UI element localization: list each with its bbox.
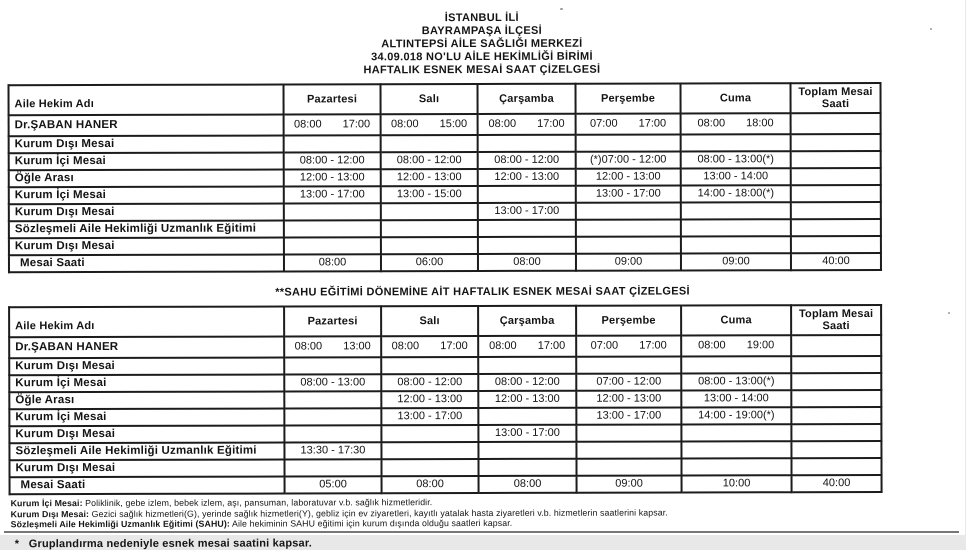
schedule-cell [478,220,576,237]
scan-speck [930,28,932,30]
document-header [0,0,964,78]
schedule-cell: 14:00 - 19:00(*) [681,407,791,424]
schedule-cell [284,237,381,254]
schedule-cell: 07:00 17:00 [576,113,681,134]
column-header-day: Çarşamba [478,84,576,114]
schedule-cell [791,441,881,458]
column-header-day: Salı [381,306,478,336]
schedule-cell [681,441,791,458]
schedule-cell: 08:00 17:00 [478,336,576,357]
header-row [9,83,881,115]
schedule-cell [791,335,881,356]
schedule-cell: 08:00 - 12:00 [381,152,478,169]
schedule-cell: 07:00 17:00 [576,335,681,356]
schedule-cell [791,151,881,168]
schedule-cell: 08:00 - 12:00 [381,374,478,391]
schedule-cell [576,458,681,475]
asterisk-note-text: Gruplandırma nedeniyle esnek mesai saatini kapsar. [28,536,313,550]
schedule-cell: 08:00 - 13:00(*) [681,373,791,390]
schedule-cell [284,220,381,237]
schedule-cell: 08:00 [382,476,479,493]
weekly-flex-schedule-table [8,82,882,273]
column-header-physician-name: Aile Hekim Adı [9,307,284,338]
header-row [9,305,881,337]
table-row [9,113,881,136]
row-label: Öğle Arası [9,392,284,410]
schedule-cell [381,357,478,374]
schedule-cell: 10:00 [682,475,792,492]
schedule-cell [381,135,478,152]
schedule-cell: 08:00 18:00 [681,113,791,134]
header-line-title: HAFTALIK ESNEK MESAİ SAAT ÇİZELGESİ [363,63,601,77]
schedule-cell: 13:00 - 17:00 [478,425,576,442]
schedule-cell [681,356,791,373]
schedule-cell [576,202,681,219]
schedule-cell: 08:00 17:00 [284,114,381,135]
row-label: Mesai Saati [9,255,284,273]
schedule-cell [284,459,381,476]
schedule-cell: 40:00 [791,253,881,270]
sahu-period-schedule-table [8,304,882,495]
header-line-unit: 34.09.018 NO'LU AİLE HEKİMLİĞİ BİRİMİ [371,50,593,64]
schedule-cell: 08:00 - 13:00 [284,374,381,391]
schedule-cell: 08:00 - 12:00 [478,374,576,391]
schedule-cell [478,357,576,374]
schedule-cell [791,236,881,253]
schedule-cell: 40:00 [792,475,882,492]
schedule-cell [284,408,381,425]
column-header-total: Toplam Mesai Saati [791,305,881,335]
row-label: Kurum Dışı Mesai [9,358,284,376]
schedule-cell: 08:00 19:00 [681,335,791,356]
column-header-day: Cuma [681,83,791,113]
table-row [10,475,882,494]
schedule-cell: 08:00 - 13:00(*) [681,151,791,168]
schedule-cell: 13:00 - 14:00 [681,390,791,407]
row-label: Öğle Arası [9,170,284,188]
schedule-cell: 12:00 - 13:00 [576,168,681,185]
schedule-cell: 13:00 - 17:00 [576,185,681,202]
schedule-cell [478,442,576,459]
schedule-cell [478,237,576,254]
schedule-cell: 05:00 [285,476,382,493]
schedule-cell [791,390,881,407]
schedule-cell [478,408,576,425]
column-header-day: Cuma [681,305,791,335]
schedule-cell [284,391,381,408]
schedule-cell: 08:00 [284,254,381,271]
schedule-cell [681,236,791,253]
schedule-cell: 13:00 - 15:00 [381,186,478,203]
schedule-cell [681,134,791,151]
column-header-day: Perşembe [576,305,681,335]
schedule-cell [791,134,881,151]
schedule-cell [791,185,881,202]
footnotes [11,496,966,530]
schedule-cell [681,219,791,236]
schedule-cell [381,425,478,442]
column-header-day: Salı [381,84,478,114]
schedule-cell: 09:00 [681,253,791,270]
schedule-cell: 13:00 - 17:00 [284,186,381,203]
schedule-cell: 08:00 17:00 [478,114,576,135]
schedule-cell [791,168,881,185]
schedule-cell [681,424,791,441]
schedule-cell: 12:00 - 13:00 [478,169,576,186]
schedule-cell [791,219,881,236]
schedule-cell: 13:30 - 17:30 [284,442,381,459]
table-row [9,335,881,358]
schedule-cell: 12:00 - 13:00 [381,391,478,408]
schedule-cell: 09:00 [576,253,681,270]
header-line-center: ALTINTEPSİ AİLE SAĞLIĞI MERKEZİ [381,37,583,51]
schedule-cell: 12:00 - 13:00 [284,169,381,186]
schedule-cell: 08:00 - 12:00 [284,152,381,169]
row-label: Kurum Dışı Mesai [9,426,284,444]
row-label: Kurum Dışı Mesai [9,136,284,154]
row-label: Kurum İçi Mesai [9,187,284,205]
schedule-cell: (*)07:00 - 12:00 [576,151,681,168]
schedule-cell [381,442,478,459]
column-header-day: Pazartesi [284,306,381,336]
header-line-district: BAYRAMPAŞA İLÇESİ [421,24,542,38]
footnote-text: Aile hekiminin SAHU eğitimi için kurum dışında olduğu saatleri kapsar. [229,517,513,529]
column-header-day: Pazartesi [284,84,381,114]
schedule-cell: 13:00 - 17:00 [576,407,681,424]
schedule-cell [381,220,478,237]
schedule-cell: 08:00 17:00 [381,336,478,357]
row-label: Sözleşmeli Aile Hekimliği Uzmanlık Eğitimi [9,443,284,461]
schedule-cell: 12:00 - 13:00 [576,390,681,407]
schedule-cell [791,407,881,424]
schedule-cell: 14:00 - 18:00(*) [681,185,791,202]
row-label: Dr.ŞABAN HANER [9,337,284,359]
column-header-total: Toplam Mesai Saati [791,83,881,113]
schedule-cell: 08:00 - 12:00 [478,152,576,169]
schedule-cell [478,135,576,152]
schedule-cell [478,186,576,203]
row-label: Kurum Dışı Mesai [9,238,284,256]
scan-speck [560,8,563,10]
row-label: Kurum İçi Mesai [9,153,284,171]
schedule-cell [576,236,681,253]
schedule-cell [576,356,681,373]
schedule-cell [576,134,681,151]
row-label: Mesai Saati [10,477,285,495]
row-label: Kurum Dışı Mesai [9,204,284,222]
schedule-cell: 13:00 - 17:00 [381,408,478,425]
schedule-cell [284,203,381,220]
schedule-cell [681,458,791,475]
schedule-cell [791,202,881,219]
schedule-cell: 08:00 15:00 [381,114,478,135]
schedule-cell: 08:00 [478,254,576,271]
schedule-cell: 08:00 [479,476,577,493]
table-row [9,253,881,272]
footnote-text: Poliklinik, gebe izlem, bebek izlem, aşı, pansuman, laboratuvar v.b. sağlık hizmetleridir. [82,497,433,509]
row-label: Kurum Dışı Mesai [9,460,284,478]
footnote-lead: Kurum İçi Mesai: [10,498,83,509]
schedule-cell: 09:00 [577,475,682,492]
schedule-cell [791,356,881,373]
footnote-text: Gezici sağlık hizmetleri(G), yerinde sağlık hizmetleri(Y), gebliz için ev ziyaretleri, kayıtlı yatalak hasta ziyaretleri v.b. hizmetlerin saatlerini kapsar. [89,507,668,519]
asterisk-note [15,535,966,549]
row-label: Dr.ŞABAN HANER [9,115,284,137]
schedule-cell [381,459,478,476]
schedule-cell [478,459,576,476]
schedule-cell [284,135,381,152]
schedule-cell [576,424,681,441]
schedule-cell [381,237,478,254]
row-label: Kurum İçi Mesai [9,409,284,427]
schedule-cell [681,202,791,219]
header-line-province: İSTANBUL İLİ [444,11,519,25]
column-header-day: Çarşamba [478,306,576,336]
schedule-cell [284,425,381,442]
schedule-cell [791,424,881,441]
footnote-lead: Sözleşmeli Aile Hekimliği Uzmanlık Eğitimi (SAHU): [10,518,230,530]
schedule-cell: 12:00 - 13:00 [381,169,478,186]
schedule-cell: 13:00 - 14:00 [681,168,791,185]
schedule-cell: 08:00 13:00 [284,336,381,357]
footnote-lead: Kurum Dışı Mesai: [10,508,90,519]
schedule-cell [284,357,381,374]
row-label: Sözleşmeli Aile Hekimliği Uzmanlık Eğitimi [9,221,284,239]
sahu-table-title: **SAHU EĞİTİMİ DÖNEMİNE AİT HAFTALIK ESNEK MESAİ SAAT ÇİZELGESİ [275,285,690,299]
footnote-sahu [11,517,966,530]
schedule-cell [791,113,881,134]
column-header-physician-name: Aile Hekim Adı [9,85,284,116]
row-label: Kurum İçi Mesai [9,375,284,393]
schedule-cell: 12:00 - 13:00 [478,391,576,408]
schedule-cell [791,373,881,390]
schedule-cell [381,203,478,220]
asterisk-marker: * [14,537,20,550]
schedule-cell: 06:00 [381,254,478,271]
schedule-cell: 07:00 - 12:00 [576,373,681,390]
scan-speck [948,312,950,314]
schedule-cell [791,458,881,475]
scan-artifact-line [4,531,959,533]
schedule-cell [576,441,681,458]
schedule-cell [576,219,681,236]
schedule-cell: 13:00 - 17:00 [478,203,576,220]
column-header-day: Perşembe [576,83,681,113]
